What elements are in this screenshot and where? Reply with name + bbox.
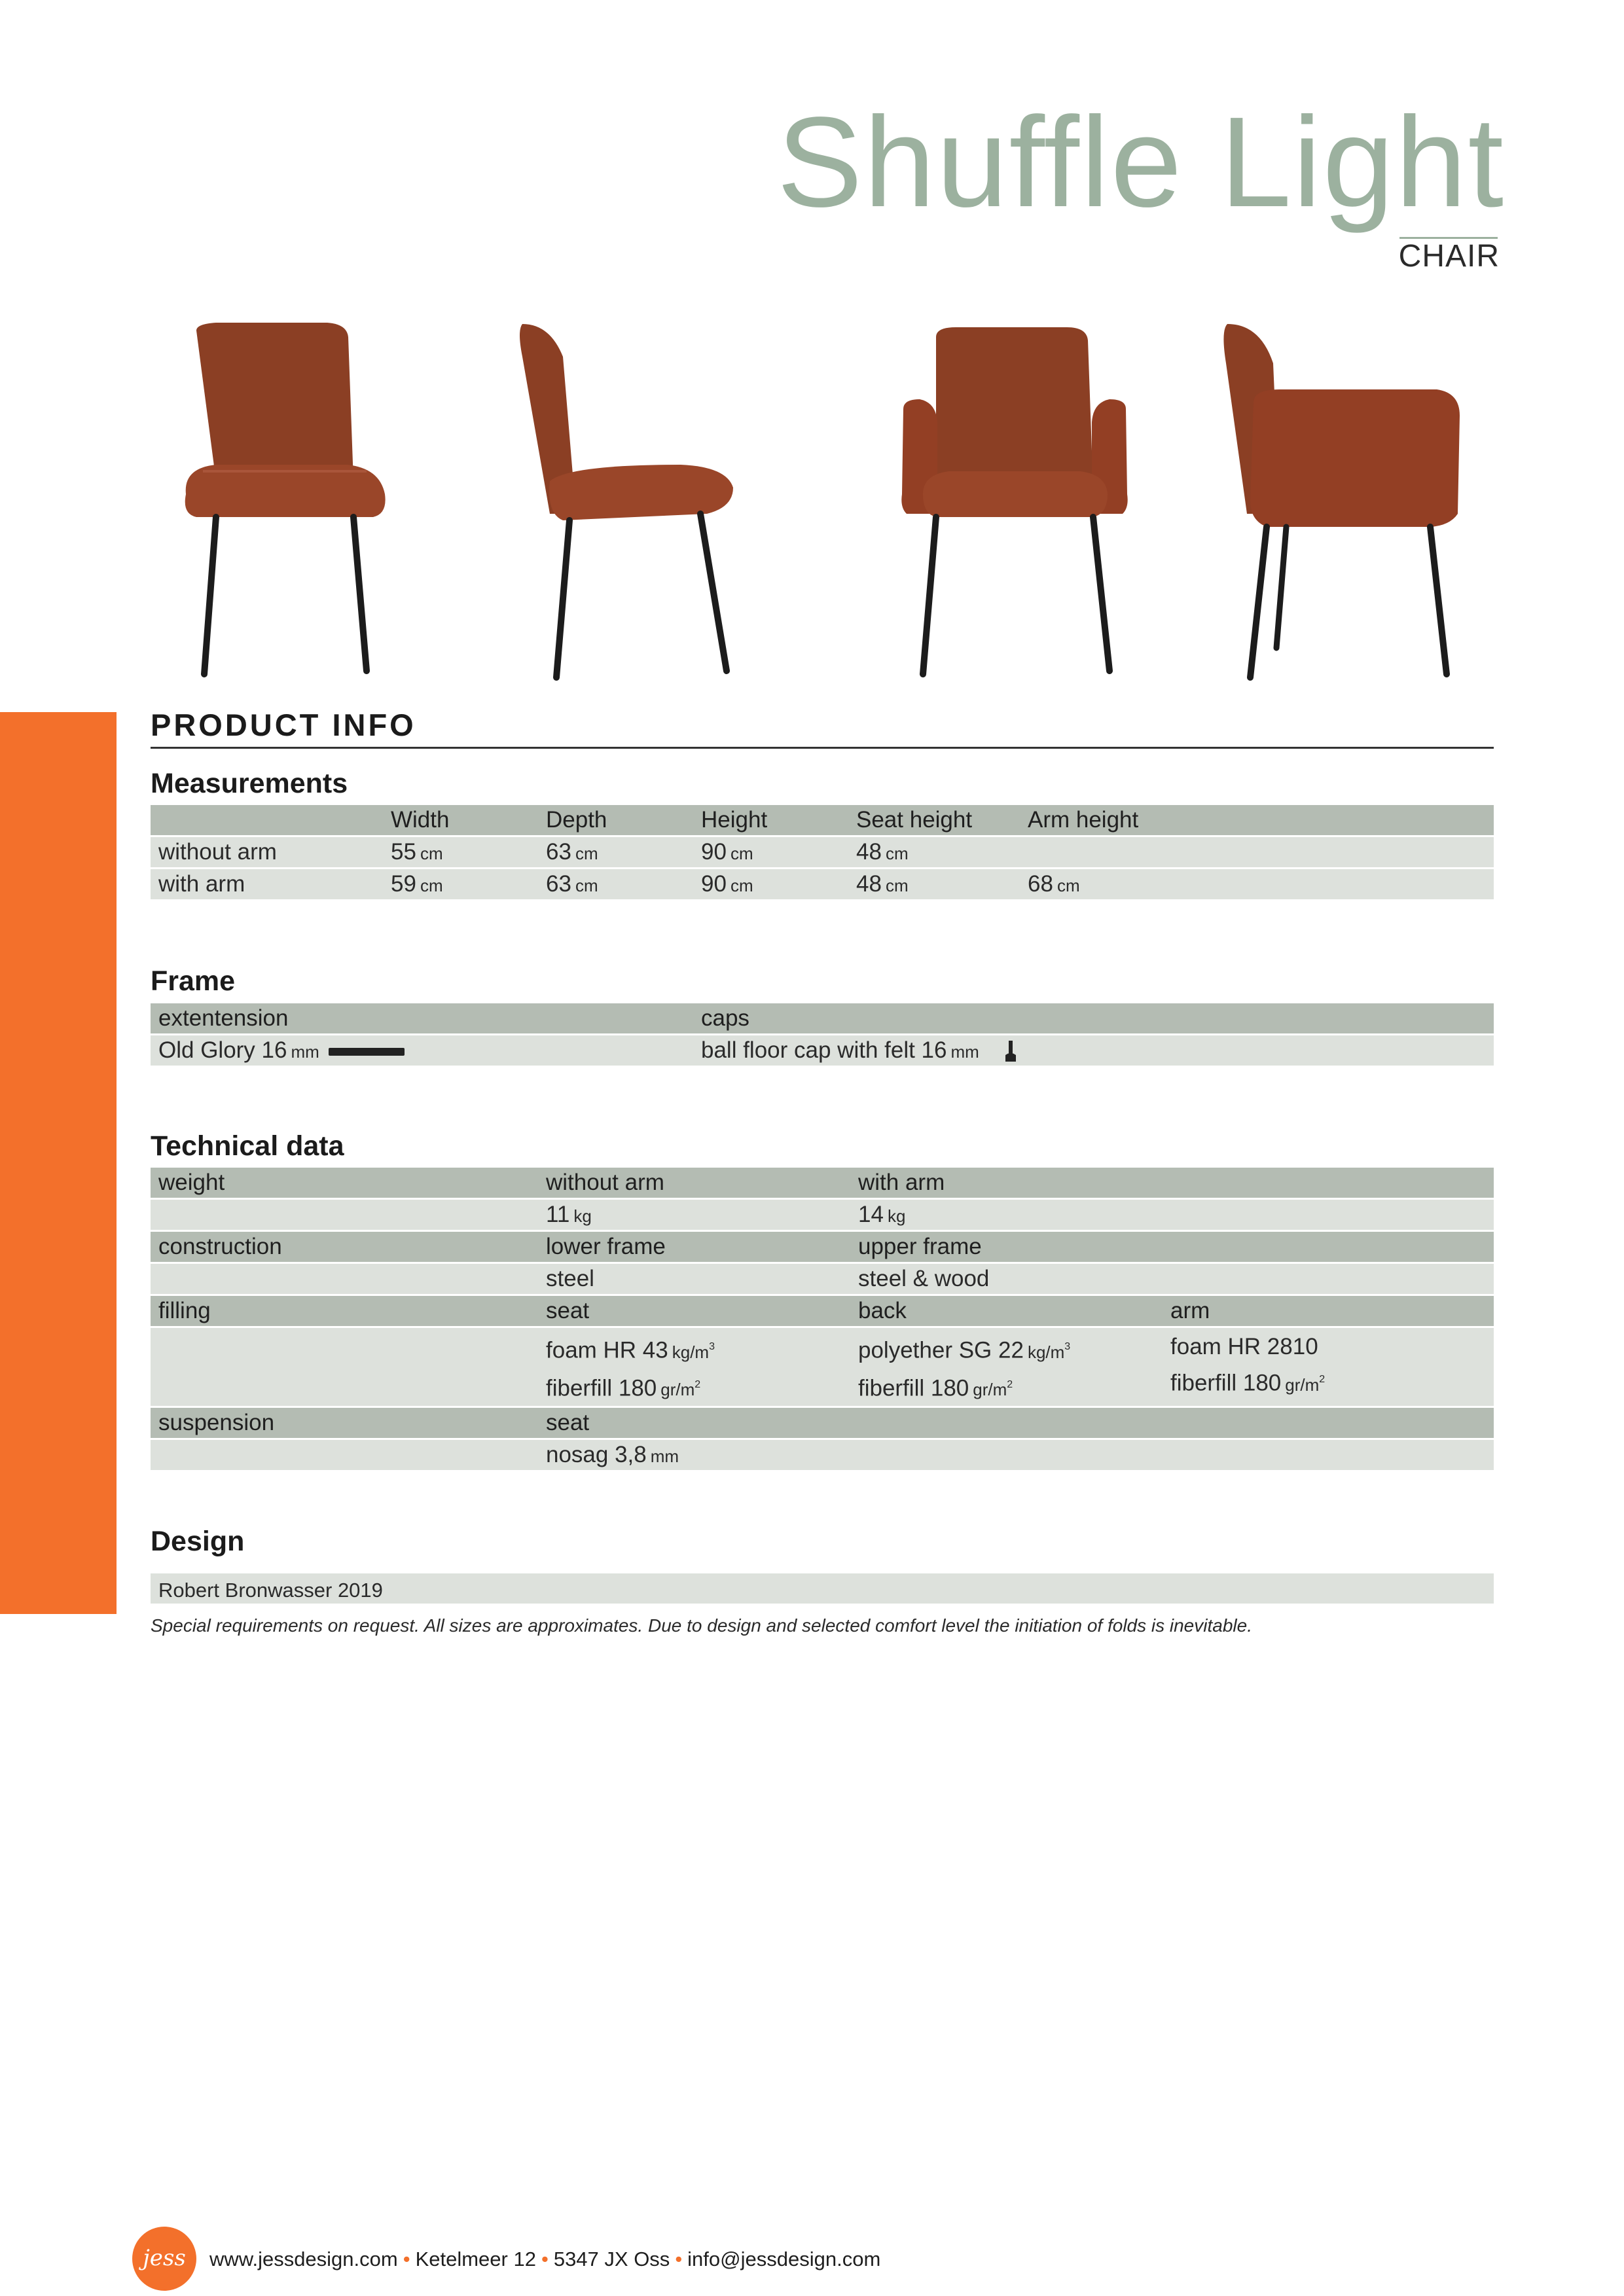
header-width: Width [383, 805, 538, 835]
footer [132, 2227, 1049, 2292]
email-link[interactable]: info@jessdesign.com [687, 2248, 881, 2270]
design-heading: Design [151, 1526, 245, 1557]
technical-table [151, 1166, 1494, 1472]
frame-heading: Frame [151, 965, 236, 997]
measurements-header-row [151, 805, 1494, 835]
tube-icon [329, 1048, 405, 1056]
header-height: Height [693, 805, 848, 835]
caps-header: caps [693, 1003, 1494, 1033]
suspension-header-row: suspension seat [151, 1408, 1494, 1438]
product-subtitle: CHAIR [1398, 239, 1500, 274]
table-row: with arm 59 cm 63 cm 90 cm 48 cm 68 cm [151, 869, 1494, 899]
measurements-table [151, 803, 1494, 901]
frame-header-row [151, 1003, 1494, 1033]
frame-table [151, 1001, 1494, 1067]
website-link[interactable]: www.jessdesign.com [209, 2248, 398, 2270]
table-row: nosag 3,8 mm [151, 1440, 1494, 1470]
product-photos [177, 317, 1473, 684]
filling-header-row: filling seat back arm [151, 1296, 1494, 1326]
address-street: Ketelmeer 12 [415, 2248, 536, 2270]
caps-value: ball floor cap with felt 16 [701, 1037, 947, 1063]
accent-side-bar [0, 712, 117, 1614]
armchair-side-image [1214, 317, 1463, 684]
header-seat-height: Seat height [848, 805, 1020, 835]
construction-header-row: construction lower frame upper frame [151, 1232, 1494, 1262]
row-label: with arm [151, 869, 383, 899]
table-row: foam HR 43 $kg/m^3$ fiberfill 180 $gr/m^2$ polyether SG 22 $kg/m^3$ fiberfill 180 $gr/m^2$ foam HR 2810 fiberfill 180 $gr/m^2$ [151, 1328, 1494, 1406]
chair-side-image [511, 317, 746, 684]
table-row: without arm 55 cm 63 cm 90 cm 48 cm [151, 837, 1494, 867]
table-row: Old Glory 16 mm ball floor cap with felt 16 mm [151, 1035, 1494, 1066]
product-title: Shuffle Light [776, 90, 1505, 234]
row-label: without arm [151, 837, 383, 867]
disclaimer-note: Special requirements on request. All sizes are approximates. Due to design and selected comfort level the initiation of folds is inevitable. [151, 1615, 1252, 1636]
table-row: steel steel & wood [151, 1264, 1494, 1294]
table-row: 11 kg 14 kg [151, 1200, 1494, 1230]
brand-logo[interactable]: jess [132, 2227, 196, 2291]
footer-contact: www.jessdesign.com • Ketelmeer 12 • 5347 JX Oss • info@jessdesign.com [209, 2248, 881, 2270]
designer-name: Robert Bronwasser 2019 [158, 1579, 383, 1602]
technical-heading: Technical data [151, 1130, 344, 1162]
floor-cap-icon [1004, 1041, 1017, 1063]
measurements-heading: Measurements [151, 768, 348, 799]
header-depth: Depth [538, 805, 693, 835]
section-divider [151, 747, 1494, 749]
extension-header: extentension [151, 1003, 693, 1033]
weight-header-row: weight without arm with arm [151, 1168, 1494, 1198]
designer-row [151, 1573, 1494, 1604]
extension-value: Old Glory 16 [158, 1037, 287, 1063]
armchair-front-image [897, 317, 1132, 684]
chair-front-image [177, 317, 393, 684]
header-arm-height: Arm height [1020, 805, 1494, 835]
section-title: PRODUCT INFO [151, 708, 416, 742]
address-city: 5347 JX Oss [553, 2248, 670, 2270]
